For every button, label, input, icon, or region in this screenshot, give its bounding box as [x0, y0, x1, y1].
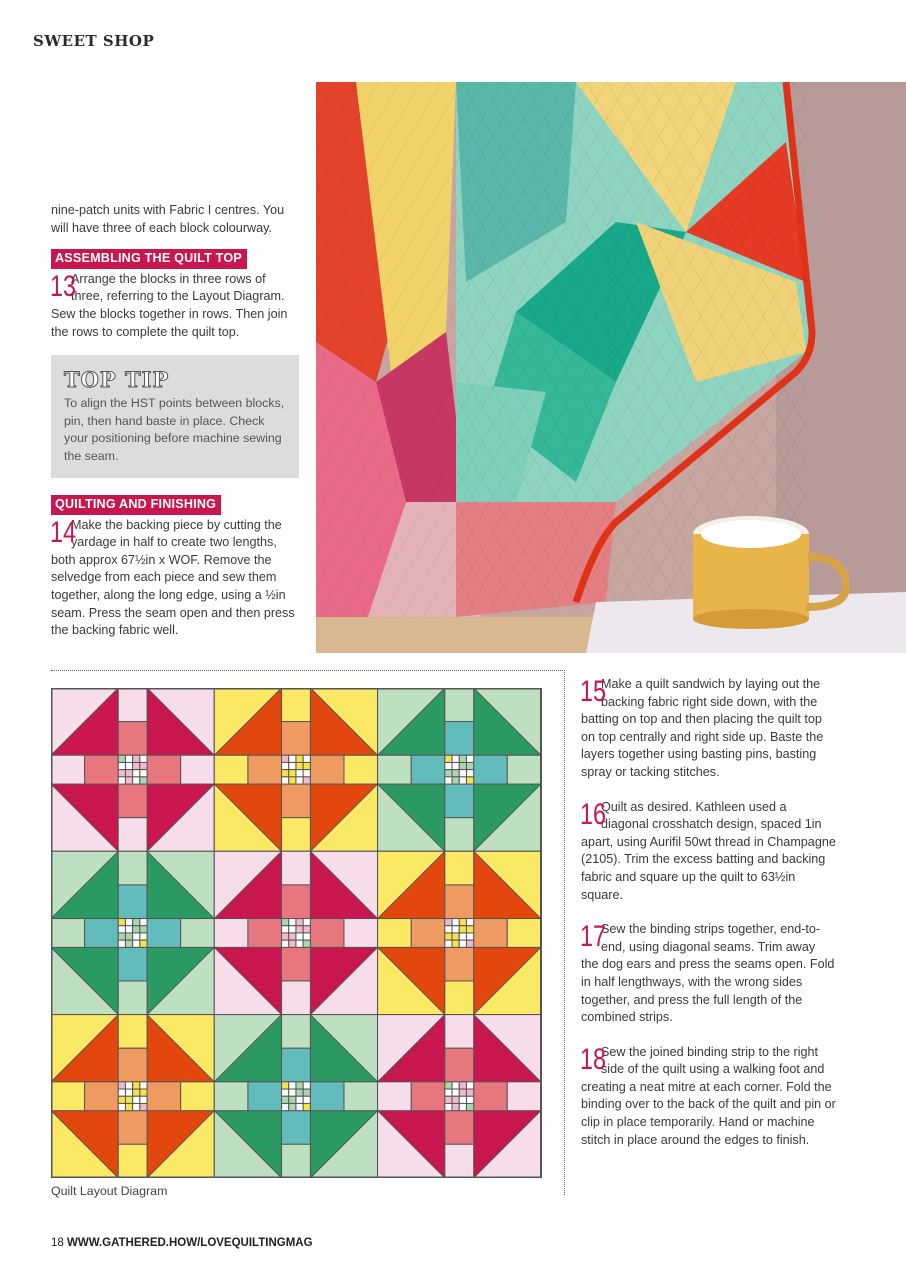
step-14-text: Make the backing piece by cutting the yardage in half to create two lengths, both approx 67½in x WOF. Remove the selvedge from each piece and sew them together, along the long edge, using a ½in seam. Press the seam open and then press the backing fabric well. [51, 517, 295, 638]
page-footer [51, 1237, 313, 1249]
heading-assembling: ASSEMBLING THE QUILT TOP [51, 249, 247, 269]
left-column [51, 202, 301, 341]
quilt-photo [316, 82, 906, 653]
heading-quilting: QUILTING AND FINISHING [51, 495, 221, 515]
step-16-text: Quilt as desired. Kathleen used a diagonal crosshatch design, spaced 1in apart, using Aurifil 50wt thread in Champagne (2105). Trim the excess batting and backing fabric and square up the quilt to 63½in square. [581, 799, 836, 902]
step-14-number: 14 [50, 515, 77, 549]
step-16 [581, 799, 836, 905]
right-column [581, 676, 836, 1166]
step-15-text: Make a quilt sandwich by laying out the backing fabric right side down, with the batting on top and then placing the quilt top on top centrally and right side up. Baste the layers together using basting pins, basting spray or tacking stitches. [581, 677, 824, 779]
step-18-number: 18 [580, 1042, 607, 1076]
step-14 [51, 517, 301, 640]
step-13-number: 13 [50, 269, 77, 303]
step-15-number: 15 [580, 675, 607, 708]
top-tip-box [51, 355, 299, 478]
top-tip-body: To align the HST points between blocks, pin, then hand baste in place. Check your positioning before machine sewing the seam. [64, 396, 285, 463]
step-15 [581, 676, 836, 782]
step-13-text: Arrange the blocks in three rows of three, referring to the Layout Diagram. Sew the blocks together in rows. Then join the rows to complete the quilt top. [51, 271, 288, 339]
step-18-text: Sew the joined binding strip to the right side of the quilt using a walking foot and creating a neat mitre at each corner. Fold the binding over to the back of the quilt and pin or clip in place temporarily. Hand or machine stitch in place around the edges to finish. [581, 1044, 836, 1147]
step-18 [581, 1044, 836, 1150]
page-number: 18 [51, 1237, 64, 1249]
step-17-number: 17 [580, 920, 607, 954]
footer-url: WWW.GATHERED.HOW/LOVEQUILTINGMAG [67, 1237, 313, 1249]
top-tip-title: TOP TIP [64, 367, 170, 392]
quilt-layout-diagram [51, 688, 542, 1178]
section-label: SWEET SHOP [33, 32, 155, 50]
diagram-caption: Quilt Layout Diagram [51, 1184, 168, 1198]
step-17 [581, 921, 836, 1027]
step-16-number: 16 [580, 797, 607, 831]
divider-vertical [564, 670, 565, 1195]
intro-text: nine-patch units with Fabric I centres. You will have three of each block colourway. [51, 203, 285, 235]
step-13 [51, 271, 301, 341]
step-17-text: Sew the binding strips together, end-to-end, using diagonal seams. Trim away the dog ears and press the seams open. Fold in half lengthways, with the wrong sides together, and press the full length of the combined strips. [581, 922, 835, 1025]
divider-horizontal [51, 670, 565, 671]
left-column-lower [51, 495, 301, 640]
